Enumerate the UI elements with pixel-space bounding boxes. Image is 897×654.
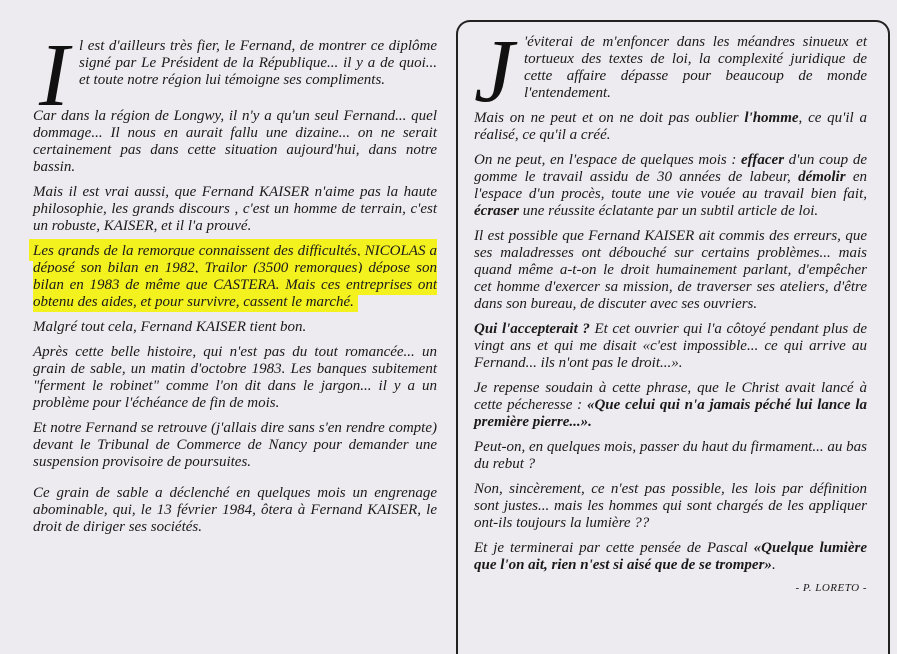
- left-paragraph-6: Après cette belle histoire, qui n'est pas du tout romancée... un grain de sable, un matin d'octobre 1983. Les banques subitement "ferment le robinet" comme l'on dit dans le jargon... il y a un problème pour l'échéance de fin de mois.: [33, 344, 437, 411]
- left-paragraph-3: Mais il est vrai aussi, que Fernand KAISER n'aime pas la haute philosophie, les grands discours , c'est un homme de terrain, c'est un robuste, KAISER, et il l'a prouvé.: [33, 184, 437, 234]
- dropcap-i: I: [39, 26, 69, 125]
- highlighted-passage: Les grands de la remorque connaissent des difficultés, NICOLAS a déposé son bilan en 1982, Trailor (3500 remorques) dépose son bilan en 1983 de même que CASTERA. Mais ces entreprises ont obtenu des aides, et pour survivre, cassent le marché.: [29, 239, 437, 312]
- right-paragraph-7: Peut-on, en quelques mois, passer du haut du firmament... au bas du rebut ?: [474, 439, 867, 472]
- r2-b: l'homme: [744, 110, 799, 126]
- right-paragraph-6: [474, 380, 867, 431]
- right-column-frame: [456, 20, 868, 654]
- r5-a: Qui l'accepterait ?: [474, 321, 590, 337]
- left-paragraph-2: Car dans la région de Longwy, il n'y a qu'un seul Fernand... quel dommage... Il nous en aurait fallu une dizaine... on ne serait certainement pas dans cette situation aujourd'hui, dans notre bassin.: [33, 108, 437, 175]
- r2-a: Mais on ne peut et on ne doit pas oublier: [474, 110, 745, 126]
- right-paragraph-5: [474, 321, 867, 372]
- frame-border-right: [868, 20, 890, 654]
- r9-b: «Quelque lumière que l'on ait, rien n'est si aisé que de se tromper»: [474, 540, 868, 573]
- r3-d: démolir: [798, 169, 846, 185]
- right-column: [474, 22, 868, 597]
- left-intro: [33, 0, 437, 125]
- r2-c: , ce qu'il a réalisé, ce qu'il a créé.: [474, 110, 868, 143]
- dropcap-j: J: [474, 22, 514, 121]
- r6-b: «Que celui qui n'a jamais péché lui lance la première pierre...».: [474, 397, 867, 430]
- r3-e: en l'espace d'un procès, toute une vie vouée au travail bien fait,: [474, 169, 867, 202]
- left-paragraph-8: Ce grain de sable a déclenché en quelques mois un engrenage abominable, qui, le 13 février 1984, ôtera à Fernand KAISER, le droit de diriger ses sociétés.: [33, 485, 437, 535]
- right-paragraph-9: [474, 540, 867, 574]
- right-intro-text: 'éviterai de m'enfoncer dans les méandres sinueux et tortueux des textes de loi, la complexité juridique de cette affaire dépasse pour beaucoup de monde l'entendement.: [523, 34, 867, 101]
- right-paragraph-3: [474, 152, 867, 220]
- r6-a: Je repense soudain à cette phrase, que le Christ avait lancé à cette pécheresse :: [474, 380, 867, 413]
- r3-b: effacer: [741, 152, 785, 168]
- left-paragraph-7: Et notre Fernand se retrouve (j'allais dire sans s'en rendre compte) devant le Tribunal de Commerce de Nancy pour demander une suspension provisoire de poursuites.: [33, 420, 437, 470]
- r9-a: Et je terminerai par cette pensée de Pascal: [474, 540, 754, 556]
- r3-f: écraser: [474, 203, 519, 219]
- r5-b: Et cet ouvrier qui l'a côtoyé pendant plus de vingt ans et qui me disait «c'est impossible... ce qui arrive au Fernand... ils n'ont pas le droit...».: [474, 321, 867, 371]
- left-paragraph-5: Malgré tout cela, Fernand KAISER tient bon.: [33, 319, 307, 335]
- right-paragraph-4: Il est possible que Fernand KAISER ait commis des erreurs, que ses maladresses ont débouché sur certains problèmes... mais quand même a-t-on le droit humainement parlant, d'empêcher cet homme d'exercer sa mission, de traverser ses ateliers, d'être dans son bureau, de discuter avec ses ouvriers.: [474, 228, 867, 312]
- right-paragraph-2: [474, 110, 867, 144]
- left-intro-text: l est d'ailleurs très fier, le Fernand, de montrer ce diplôme signé par Le Président de la République... il y a de quoi... et toute notre région lui témoigne ses compliments.: [78, 38, 437, 88]
- right-paragraph-8: Non, sincèrement, ce n'est pas possible, les lois par définition sont justes... mais les hommes qui sont chargés de les appliquer ont-ils toujours la lumière ??: [474, 481, 867, 531]
- left-paragraph-highlighted: [33, 243, 437, 311]
- left-column: [33, 0, 437, 544]
- author-signature: - P. LORETO -: [795, 582, 867, 594]
- r9-c: .: [771, 557, 776, 573]
- r3-g: une réussite éclatante par un subtil article de loi.: [519, 203, 819, 219]
- r3-c: d'un coup de gomme le travail assidu de 30 années de labeur,: [474, 152, 867, 185]
- r3-a: On ne peut, en l'espace de quelques mois :: [474, 152, 741, 168]
